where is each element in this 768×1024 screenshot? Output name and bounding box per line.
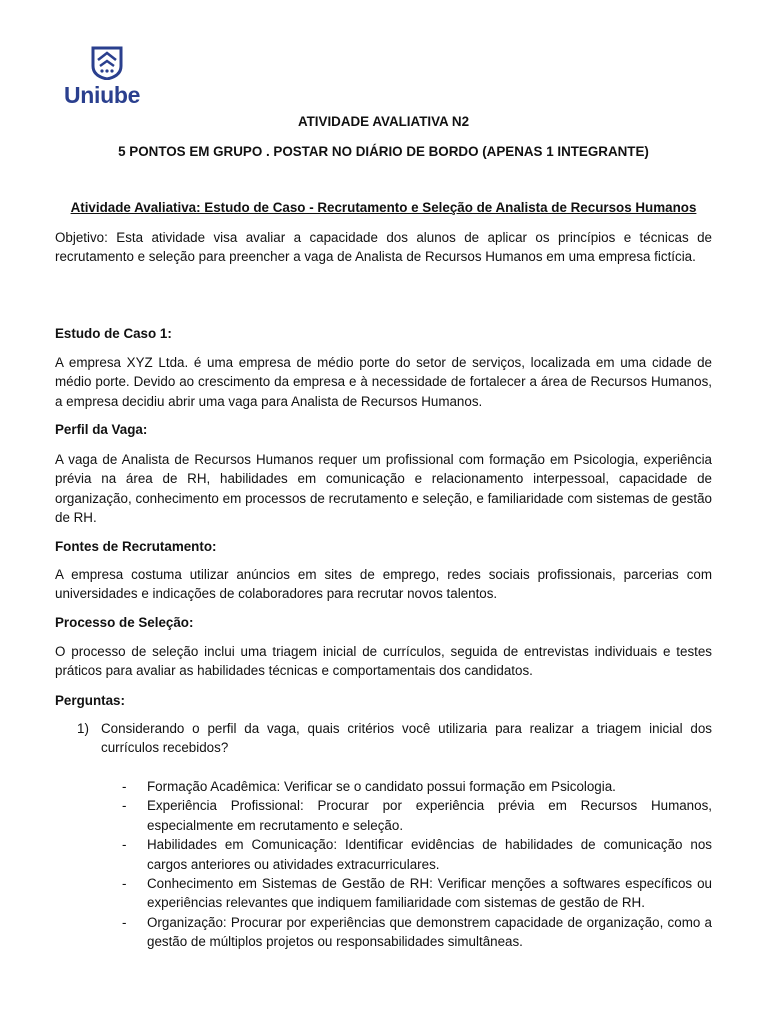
question-item bbox=[77, 719, 712, 758]
page-subtitle: 5 PONTOS EM GRUPO . POSTAR NO DIÁRIO DE BORDO (APENAS 1 INTEGRANTE) bbox=[118, 144, 649, 159]
list-item bbox=[122, 796, 712, 835]
sources-paragraph: A empresa costuma utilizar anúncios em sites de emprego, redes sociais profissionais, parcerias com universidades e indicações de colaboradores para recrutar novos talentos. bbox=[55, 567, 712, 602]
profile-paragraph: A vaga de Analista de Recursos Humanos requer um profissional com formação em Psicologia, experiência prévia na área de RH, habilidades em comunicação e relacionamento interpessoal, capacidade de organização, conhecimento em processos de recrutamento e seleção, e familiaridade com sistemas de gestão de RH. bbox=[55, 452, 712, 526]
list-item bbox=[122, 777, 712, 796]
logo-text: Uniube bbox=[64, 82, 141, 108]
list-item bbox=[122, 913, 712, 952]
dash-bullet: - bbox=[122, 876, 127, 892]
list-item-text: Experiência Profissional: Procurar por experiência prévia em Recursos Humanos, especialmente em recrutamento e seleção. bbox=[147, 798, 712, 833]
shield-emblem-icon bbox=[90, 46, 124, 80]
dash-bullet: - bbox=[122, 779, 127, 794]
list-item bbox=[122, 874, 712, 913]
dash-bullet: - bbox=[122, 914, 127, 930]
list-item-text: Organização: Procurar por experiências que demonstrem capacidade de organização, como a gestão de múltiplos projetos ou responsabilidades simultâneas. bbox=[147, 914, 712, 950]
questions-heading: Perguntas: bbox=[55, 693, 125, 708]
profile-heading: Perfil da Vaga: bbox=[55, 422, 148, 437]
dash-bullet: - bbox=[122, 798, 127, 814]
question-number: 1) bbox=[77, 721, 89, 736]
question-text: Considerando o perfil da vaga, quais critérios você utilizaria para realizar a triagem inicial dos currículos recebidos? bbox=[101, 721, 712, 756]
answer-list bbox=[122, 777, 712, 952]
sources-heading: Fontes de Recrutamento: bbox=[55, 539, 217, 554]
case-heading: Estudo de Caso 1: bbox=[55, 326, 172, 341]
process-paragraph: O processo de seleção inclui uma triagem inicial de currículos, seguida de entrevistas individuais e testes práticos para avaliar as habilidades técnicas e comportamentais dos candidatos. bbox=[55, 644, 712, 679]
case-paragraph: A empresa XYZ Ltda. é uma empresa de médio porte do setor de serviços, localizada em uma cidade de médio porte. Devido ao crescimento da empresa e à necessidade de fortalecer a área de Recursos Humanos, a empresa decidiu abrir uma vaga para Analista de Recursos Humanos. bbox=[55, 355, 712, 409]
page-title: ATIVIDADE AVALIATIVA N2 bbox=[297, 114, 470, 129]
case-title: Atividade Avaliativa: Estudo de Caso - Recrutamento e Seleção de Analista de Recursos Humanos bbox=[70, 200, 697, 215]
list-item-text: Habilidades em Comunicação: Identificar evidências de habilidades de comunicação nos cargos anteriores ou atividades extracurriculares. bbox=[147, 837, 712, 872]
dash-bullet: - bbox=[122, 837, 127, 853]
process-heading: Processo de Seleção: bbox=[55, 615, 194, 630]
list-item-text: Conhecimento em Sistemas de Gestão de RH: Verificar menções a softwares específicos ou experiências relevantes que indiquem familiaridade com sistemas de gestão de RH. bbox=[147, 876, 712, 911]
list-item-text: Formação Acadêmica: Verificar se o candidato possui formação em Psicologia. bbox=[147, 779, 616, 794]
uniube-logo bbox=[64, 46, 148, 108]
objective-paragraph: Objetivo: Esta atividade visa avaliar a capacidade dos alunos de aplicar os princípios e técnicas de recrutamento e seleção para preencher a vaga de Analista de Recursos Humanos em uma empresa fictícia. bbox=[55, 230, 712, 265]
list-item bbox=[122, 835, 712, 874]
